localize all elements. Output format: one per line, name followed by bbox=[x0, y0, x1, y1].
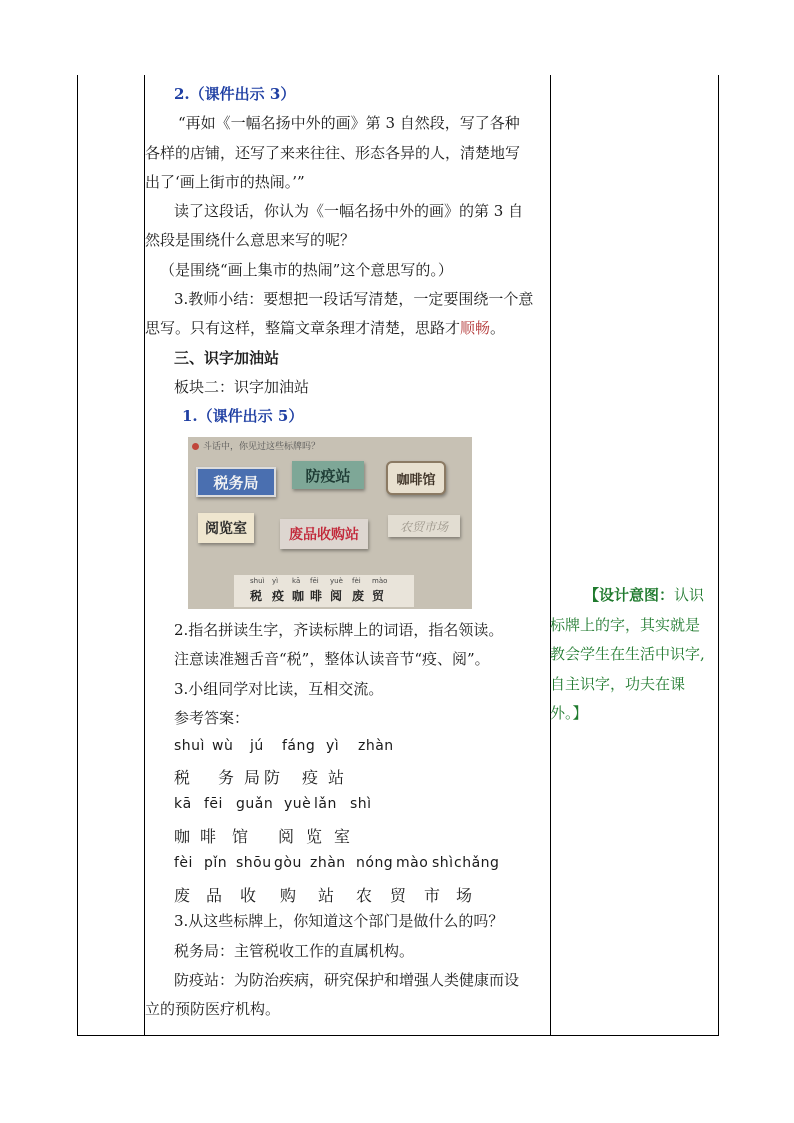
py3-item: pǐn bbox=[204, 855, 228, 871]
quote-line-3: 出了‘画上街市的热闹。’” bbox=[145, 173, 305, 191]
py3-item: gòu bbox=[274, 855, 302, 871]
ch1-item: 站 bbox=[328, 768, 345, 787]
py1-item: jú bbox=[250, 738, 264, 754]
strip-char: 啡 bbox=[310, 589, 323, 603]
strip-pinyin: fēi bbox=[310, 577, 319, 585]
summary-line-1: 3.教师小结：要想把一段话写清楚，一定要围绕一个意 bbox=[174, 290, 534, 308]
design-line-3: 教会学生在生活中识字, bbox=[550, 645, 705, 663]
answer-line: （是围绕“画上集市的热闹”这个意思写的。） bbox=[160, 261, 453, 279]
strip-char: 疫 bbox=[272, 589, 285, 603]
step-2-line-2: 注意读准翘舌音“税”，整体认读音节“疫、阅”。 bbox=[174, 650, 490, 668]
ch1-item: 防 bbox=[264, 768, 281, 787]
question-line-2: 然段是围绕什么意思来写的呢？ bbox=[145, 231, 356, 249]
py1-item: zhàn bbox=[358, 738, 394, 754]
block-title: 板块二：识字加油站 bbox=[174, 378, 310, 396]
design-line-1: 【设计意图：认识 bbox=[584, 586, 705, 604]
ch3-item: 购 bbox=[280, 886, 297, 905]
ch3-item: 收 bbox=[240, 886, 257, 905]
step-2-line-1: 2.指名拼读生字，齐读标牌上的词语，指名领读。 bbox=[174, 621, 504, 639]
ch1-item: 税 bbox=[174, 768, 191, 787]
ch1-item: 疫 bbox=[302, 768, 319, 787]
strip-char: 贸 bbox=[372, 589, 385, 603]
py2-item: shì bbox=[350, 796, 372, 812]
quote-line-2: 各样的店铺，还写了来来往往、形态各异的人，清楚地写 bbox=[145, 144, 521, 162]
ch3-item: 站 bbox=[318, 886, 335, 905]
reference-label: 参考答案： bbox=[174, 709, 250, 727]
step-number: 2. bbox=[174, 85, 190, 103]
ch1-item: 局 bbox=[244, 768, 261, 787]
ch1-item: 务 bbox=[218, 768, 235, 787]
photo-prompt: 斗话中，你见过这些标牌吗？ bbox=[203, 442, 321, 452]
epidemic-definition-line-2: 立的预防医疗机构。 bbox=[145, 1000, 281, 1018]
ch3-item: 市 bbox=[424, 886, 441, 905]
ch3-item: 贸 bbox=[390, 886, 407, 905]
py2-item: kā bbox=[174, 796, 192, 812]
py3-item: fèi bbox=[174, 855, 193, 871]
pinyin-row-2 bbox=[0, 796, 794, 816]
strip-pinyin: yuè bbox=[330, 577, 343, 585]
epidemic-definition-line-1: 防疫站：为防治疾病，研究保护和增强人类健康而设 bbox=[174, 971, 520, 989]
py2-item: lǎn bbox=[314, 796, 337, 812]
question-line-1: 读了这段话，你认为《一幅名扬中外的画》的第 3 自 bbox=[174, 202, 524, 220]
section-3-heading: 三、识字加油站 bbox=[174, 349, 280, 367]
py3-item: chǎng bbox=[454, 855, 500, 871]
strip-pinyin: shuì bbox=[250, 577, 265, 585]
design-line-4: 自主识字，功夫在课 bbox=[550, 675, 686, 693]
py1-item: wù bbox=[212, 738, 234, 754]
step-2-heading bbox=[174, 84, 295, 104]
pinyin-row-3 bbox=[0, 855, 794, 875]
summary-line-2: 思写。只有这样，整篇文章条理才清楚，思路才顺畅。 bbox=[145, 319, 506, 337]
question-3-line: 3.从这些标牌上，你知道这个部门是做什么的吗？ bbox=[174, 912, 504, 930]
ch2-item: 览 bbox=[306, 827, 323, 846]
py3-item: nóng bbox=[356, 855, 394, 871]
sign-farmers-market: 农贸市场 bbox=[388, 515, 460, 537]
ch3-item: 农 bbox=[356, 886, 373, 905]
char-row-1 bbox=[0, 765, 794, 787]
strip-char: 税 bbox=[250, 589, 263, 603]
step-3-line: 3.小组同学对比读，互相交流。 bbox=[174, 680, 384, 698]
char-row-3 bbox=[0, 883, 794, 905]
strip-pinyin: yì bbox=[272, 577, 279, 585]
pinyin-row-1 bbox=[0, 738, 794, 758]
py2-item: yuè bbox=[284, 796, 312, 812]
py3-item: shì bbox=[432, 855, 454, 871]
py3-item: mào bbox=[396, 855, 429, 871]
design-line-2: 标牌上的字，其实就是 bbox=[550, 616, 701, 634]
sign-epidemic-station: 防疫站 bbox=[292, 461, 364, 489]
ch3-item: 废 bbox=[174, 886, 191, 905]
strip-pinyin: kā bbox=[292, 577, 301, 585]
ch3-item: 品 bbox=[206, 886, 223, 905]
sign-reading-room: 阅览室 bbox=[198, 513, 254, 543]
signs-photo bbox=[188, 437, 472, 609]
py3-item: zhàn bbox=[310, 855, 346, 871]
quote-line-1: “再如《一幅名扬中外的画》第 3 自然段，写了各种 bbox=[178, 114, 520, 132]
strip-char: 废 bbox=[352, 589, 365, 603]
ch2-item: 室 bbox=[334, 827, 351, 846]
slide-5-heading: 1.（课件出示 5） bbox=[182, 407, 304, 425]
sign-tax-bureau: 税务局 bbox=[196, 467, 276, 497]
py1-item: shuì bbox=[174, 738, 205, 754]
ch2-item: 馆 bbox=[232, 827, 249, 846]
py2-item: guǎn bbox=[236, 796, 274, 812]
design-intent bbox=[548, 580, 718, 740]
ch2-item: 咖 bbox=[174, 827, 191, 846]
slide-tag: （课件出示 3） bbox=[189, 85, 296, 103]
ch2-item: 啡 bbox=[200, 827, 217, 846]
ch2-item: 阅 bbox=[278, 827, 295, 846]
char-strip bbox=[234, 575, 414, 607]
strip-pinyin: mào bbox=[372, 577, 388, 585]
py1-item: fáng bbox=[282, 738, 316, 754]
py3-item: shōu bbox=[236, 855, 272, 871]
py2-item: fēi bbox=[204, 796, 223, 812]
strip-char: 咖 bbox=[292, 589, 305, 603]
strip-char: 阅 bbox=[330, 589, 343, 603]
strip-pinyin: fèi bbox=[352, 577, 361, 585]
py1-item: yì bbox=[326, 738, 340, 754]
tax-bureau-definition: 税务局：主管税收工作的直属机构。 bbox=[174, 942, 415, 960]
bullet-icon bbox=[192, 443, 199, 450]
char-row-2 bbox=[0, 824, 794, 846]
sign-recycling-station: 废品收购站 bbox=[280, 519, 368, 549]
ch3-item: 场 bbox=[456, 886, 473, 905]
sign-cafe: 咖啡馆 bbox=[386, 461, 446, 495]
design-line-5: 外。】 bbox=[550, 704, 588, 722]
